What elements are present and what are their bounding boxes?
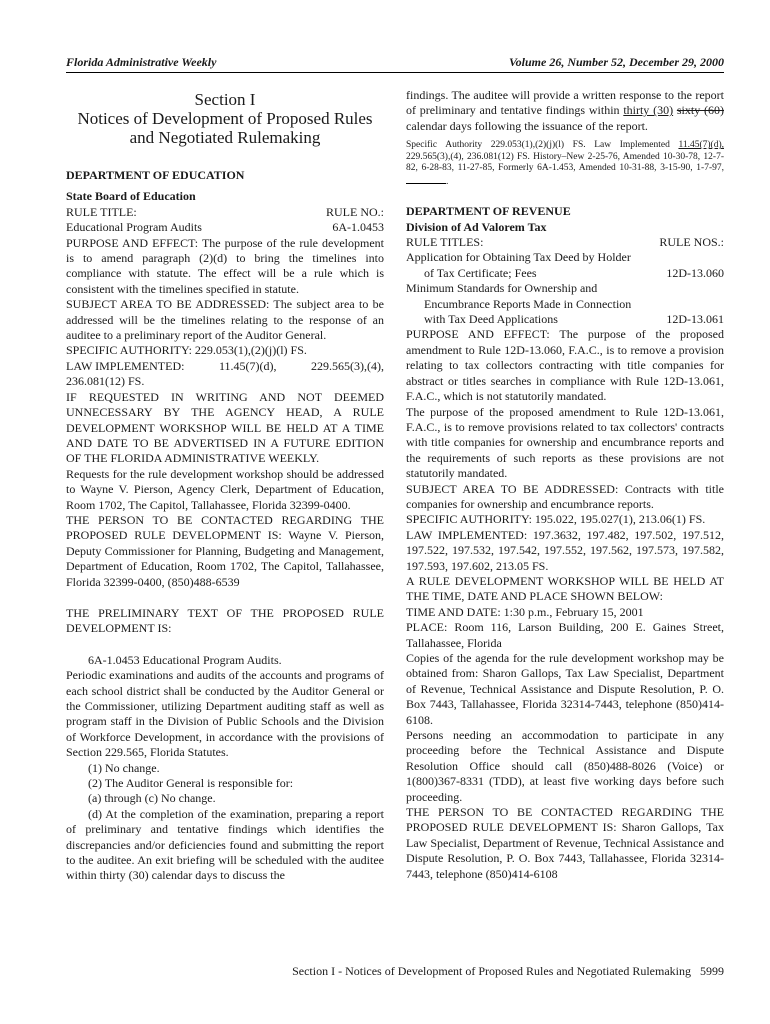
rule-item-2d-continued xyxy=(406,88,724,134)
rule-no-label: RULE NO.: xyxy=(326,204,384,219)
law-implemented-b: 229.565(3),(4), xyxy=(311,358,384,373)
history-inserted-text: 11.45(7)(d), xyxy=(678,140,724,151)
rule-item-2d: (d) At the completion of the examination, preparing a report of preliminary and tentative findings which identifies the discrepancies and/or deficiencies found and submitting the report to the auditee. An exit briefing will be scheduled with the auditee within thirty (30) calendar days to discuss the xyxy=(66,806,384,883)
rule-body: Periodic examinations and audits of the accounts and programs of each school district shall be conducted by the Auditor General or the Commissioner, utilizing Department auditing staff as well as program staff in the Division of Public Schools and the Division of Workforce Development, in accordance with the provisions of Section 229.565, Florida Statutes. xyxy=(66,668,384,760)
revenue-place: PLACE: Room 116, Larson Building, 200 E. Gaines Street, Tallahassee, Florida xyxy=(406,620,724,650)
rule-title-value-row xyxy=(66,220,384,235)
law-implemented-c: 236.081(12) FS. xyxy=(66,374,145,389)
revenue-purpose-2: The purpose of the proposed amendment to Rule 12D-13.061, F.A.C., is to remove provisions related to tax collectors' contracts with title companies for ownership and encumbrance reports and the requirements of such reports as these provisions are not statutorily mandated. xyxy=(406,404,724,481)
rule-title-2c-row xyxy=(406,312,724,327)
preliminary-text-heading: THE PRELIMINARY TEXT OF THE PROPOSED RULE DEVELOPMENT IS: xyxy=(66,605,384,636)
education-board: State Board of Education xyxy=(66,189,196,204)
inserted-text: thirty (30) xyxy=(623,103,674,118)
rule-title-1b-row xyxy=(406,266,724,281)
rule-title-2b: Encumbrance Reports Made in Connection xyxy=(424,296,632,311)
page-footer xyxy=(292,964,724,979)
rule-title-1a: Application for Obtaining Tax Deed by Holder xyxy=(406,250,631,265)
rule-no: 6A-1.0453 xyxy=(332,220,384,235)
subject-area: SUBJECT AREA TO BE ADDRESSED: The subject area to be addressed will be the timelines relating to the response of an auditee to a preliminary report of the Auditor General. xyxy=(66,297,384,343)
section-title-line2: Notices of Development of Proposed Rules xyxy=(77,109,373,128)
rule-nos-label: RULE NOS.: xyxy=(659,235,724,250)
rule-title-2a: Minimum Standards for Ownership and xyxy=(406,281,598,296)
revenue-workshop: A RULE DEVELOPMENT WORKSHOP WILL BE HELD AT THE TIME, DATE AND PLACE SHOWN BELOW: xyxy=(406,573,724,604)
revenue-rule-titles-row xyxy=(406,235,724,250)
revenue-time-date: TIME AND DATE: 1:30 p.m., February 15, 2001 xyxy=(406,604,644,619)
page-number: 5999 xyxy=(700,964,724,978)
revenue-contact-person: THE PERSON TO BE CONTACTED REGARDING THE PROPOSED RULE DEVELOPMENT IS: Sharon Gallops, Tax Law Specialist, Department of Revenue, Technical Assistance and Dispute Resolution, P. O. Box 7443, Tallahassee, Florida 32314-7443, telephone (850)414-6108 xyxy=(406,805,724,881)
rule-title: Educational Program Audits xyxy=(66,220,202,235)
rule-title-2c: with Tax Deed Applications xyxy=(424,312,558,327)
rule-history: Specific Authority 229.053(1),(2)(j)(l) FS. Law Implemented 11.45(7)(d), 229.565(3),(4), 236.081(12) FS. History–New 2-25-76, Amended 10-30-78, 12-7-82, 6-28-83, 11-27-85, Formerly 6A-1.453, Amended 10-31-88, 3-15-90, 1-7-97,. xyxy=(406,140,724,187)
header-rule xyxy=(66,72,724,73)
rule-title-label: RULE TITLE: xyxy=(66,204,137,219)
workshop-notice: IF REQUESTED IN WRITING AND NOT DEEMED UNNECESSARY BY THE AGENCY HEAD, A RULE DEVELOPMENT WORKSHOP WILL BE HELD AT A TIME AND DATE TO BE ADVERTISED IN A FUTURE EDITION OF THE FLORIDA ADMINISTRATIVE WEEKLY. xyxy=(66,389,384,466)
revenue-specific-authority: SPECIFIC AUTHORITY: 195.022, 195.027(1), 213.06(1) FS. xyxy=(406,512,706,527)
education-department: DEPARTMENT OF EDUCATION xyxy=(66,168,245,182)
revenue-accommodation: Persons needing an accommodation to participate in any proceeding before the Technical Assistance and Dispute Resolution Office should call (850)488-8026 (Voice) or 1(800)367-8331 (TDD), at least five working days before such proceeding. xyxy=(406,728,724,804)
revenue-agenda: Copies of the agenda for the rule development workshop may be obtained from: Sharon Gallops, Tax Law Specialist, Department of Revenue, Technical Assistance and Dispute Resolution, P. O. Box 7443, Tallahassee, Florida 32314-7443, telephone (850)414-6108. xyxy=(406,651,724,727)
rule-number-2: 12D-13.061 xyxy=(666,312,724,327)
continued-text-start: findings. The auditee will provide a written response to the report of preliminary and tentative findings within xyxy=(406,88,724,118)
revenue-division: Division of Ad Valorem Tax xyxy=(406,219,547,234)
section-title-line3: and Negotiated Rulemaking xyxy=(129,128,321,147)
history-authority: Specific Authority 229.053(1),(2)(j)(l) FS. Law Implemented xyxy=(406,140,679,151)
specific-authority: SPECIFIC AUTHORITY: 229.053(1),(2)(j)(l) FS. xyxy=(66,343,307,358)
law-implemented-a: 11.45(7)(d), xyxy=(218,358,277,373)
contact-person: THE PERSON TO BE CONTACTED REGARDING THE PROPOSED RULE DEVELOPMENT IS: Wayne V. Pierson, Deputy Commissioner for Planning, Budgeting and Management, Department of Education, Room 1702, The Capitol, Tallahassee, Florida 32399-0400, (850)488-6539 xyxy=(66,512,384,589)
rule-item-1: (1) No change. xyxy=(88,760,160,775)
history-blank xyxy=(406,175,446,184)
running-head xyxy=(66,55,724,71)
publication-name: Florida Administrative Weekly xyxy=(66,55,217,69)
left-column xyxy=(66,88,384,884)
workshop-requests: Requests for the rule development workshop should be addressed to Wayne V. Pierson, Agency Clerk, Department of Education, Room 1702, The Capitol, Tallahassee, Florida 32399-0400. xyxy=(66,466,384,512)
rule-title-row xyxy=(66,205,384,220)
purpose-and-effect: PURPOSE AND EFFECT: The purpose of the rule development is to amend paragraph (2)(d) to bring the timelines into compliance with statute. The effect will be a rule which is consistent with the timelines specified in statute. xyxy=(66,235,384,296)
rule-number-1: 12D-13.060 xyxy=(666,265,724,280)
revenue-purpose-1: PURPOSE AND EFFECT: The purpose of the proposed amendment to Rule 12D-13.060, F.A.C., is to remove a provision relating to tax collectors contracting with title companies for abstract or titles searches in compliance with Rule 12D-13.061, F.A.C., which is not statutorily mandated. xyxy=(406,327,724,404)
revenue-department: DEPARTMENT OF REVENUE xyxy=(406,204,571,219)
revenue-subject-area: SUBJECT AREA TO BE ADDRESSED: Contracts with title companies for ownership and encumbrance reports. xyxy=(406,481,724,511)
rule-heading: 6A-1.0453 Educational Program Audits. xyxy=(88,652,282,667)
footer-text: Section I - Notices of Development of Proposed Rules and Negotiated Rulemaking xyxy=(292,964,691,978)
deleted-text: sixty (60) xyxy=(676,103,724,118)
right-column xyxy=(406,88,724,882)
law-implemented-row xyxy=(66,359,384,374)
volume-info: Volume 26, Number 52, December 29, 2000 xyxy=(509,55,724,69)
rule-item-2: (2) The Auditor General is responsible for: xyxy=(88,776,294,791)
law-implemented-label: LAW IMPLEMENTED: xyxy=(66,358,185,373)
rule-titles-label: RULE TITLES: xyxy=(406,235,484,250)
history-text: 229.565(3),(4), 236.081(12) FS. History–New 2-25-76, Amended 10-30-78, 12-7-82, 6-28-83, 11-27-85, Formerly 6A-1.453, Amended 10-31-88, 3-15-90, 1-7-97, xyxy=(406,151,724,174)
rule-item-2a: (a) through (c) No change. xyxy=(88,791,216,806)
revenue-law-implemented: LAW IMPLEMENTED: 197.3632, 197.482, 197.502, 197.512, 197.522, 197.532, 197.542, 197.552, 197.562, 197.573, 197.582, 197.593, 197.602, 213.05 FS. xyxy=(406,527,724,573)
continued-text-end: calendar days following the issuance of the report. xyxy=(406,118,648,133)
rule-title-1b: of Tax Certificate; Fees xyxy=(424,265,537,280)
section-title-line1: Section I xyxy=(194,90,256,109)
section-title xyxy=(66,90,384,147)
